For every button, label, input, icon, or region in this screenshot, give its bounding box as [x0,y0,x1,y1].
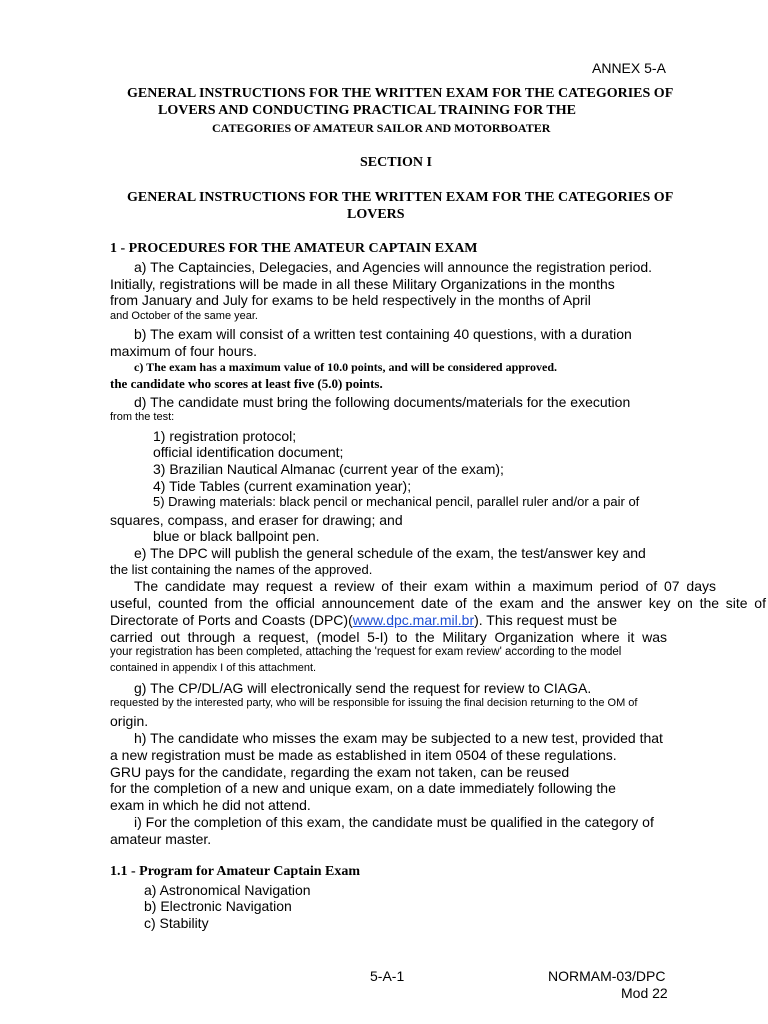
section-heading-line-2: LOVERS [347,207,405,222]
list-item-5-line-1: 5) Drawing materials: black pencil or mechanical pencil, parallel ruler and/or a pair of [153,494,640,509]
program-item-3: c) Stability [144,915,209,931]
para-g-line-2: requested by the interested party, who will be responsible for issuing the final decision returning to the OM of [110,697,638,709]
section-heading-line-1: GENERAL INSTRUCTIONS FOR THE WRITTEN EXAM FOR THE CATEGORIES OF [127,190,674,205]
para-a-line-3: from January and July for exams to be held respectively in the months of April [110,292,591,308]
para-d-line-1: d) The candidate must bring the following documents/materials for the execution [134,394,631,410]
para-f-line-5: your registration has been completed, attaching the 'request for exam review' according to the model [110,646,622,658]
para-f-line-1: The candidate may request a review of their exam within a maximum period of 07 days [134,578,716,594]
para-i-line-2: amateur master. [110,831,212,847]
dpc-website-link[interactable]: www.dpc.mar.mil.br [352,612,475,628]
section-label: SECTION I [360,155,432,170]
para-a-line-1: a) The Captaincies, Delegacies, and Agencies will announce the registration period. [134,259,653,275]
doc-reference: NORMAM-03/DPC [548,968,666,984]
page-number: 5-A-1 [370,968,405,984]
list-item-1: 1) registration protocol; [153,428,297,444]
para-i-line-1: i) For the completion of this exam, the candidate must be qualified in the category of [134,814,654,830]
program-item-1: a) Astronomical Navigation [144,882,311,898]
para-f-line-3-start: Directorate of Ports and Coasts (DPC)( [110,612,353,628]
list-item-5-line-2: squares, compass, and eraser for drawing; and [110,512,403,528]
title-line-1: GENERAL INSTRUCTIONS FOR THE WRITTEN EXAM FOR THE CATEGORIES OF [127,86,674,101]
title-line-3: CATEGORIES OF AMATEUR SAILOR AND MOTORBOATER [212,121,551,135]
para-c-line-2: the candidate who scores at least five (5.0) points. [110,376,383,391]
para-b-line-1: b) The exam will consist of a written test containing 40 questions, with a duration [134,326,632,342]
list-item-2: official identification document; [153,444,344,460]
doc-modification: Mod 22 [621,985,668,1001]
annex-label: ANNEX 5-A [592,60,666,76]
para-a-line-4: and October of the same year. [110,310,258,322]
para-g-line-1: g) The CP/DL/AG will electronically send the request for review to CIAGA. [134,680,592,696]
para-e-line-2: the list containing the names of the approved. [110,562,373,577]
para-h-line-2: a new registration must be made as established in item 0504 of these regulations. [110,747,617,763]
para-h-line-4: for the completion of a new and unique exam, on a date immediately following the [110,780,616,796]
para-f-line-4: carried out through a request, (model 5-I) to the Military Organization where it was [110,629,667,645]
para-f-line-3 [110,612,617,629]
para-f-line-6: contained in appendix I of this attachment. [110,662,317,674]
list-item-5-line-3: blue or black ballpoint pen. [153,528,320,544]
list-item-4: 4) Tide Tables (current examination year); [153,478,412,494]
para-e-line-1: e) The DPC will publish the general schedule of the exam, the test/answer key and [134,545,646,561]
para-a-line-2: Initially, registrations will be made in all these Military Organizations in the months [110,276,615,292]
program-item-2: b) Electronic Navigation [144,898,292,914]
para-b-line-2: maximum of four hours. [110,343,258,359]
list-item-3: 3) Brazilian Nautical Almanac (current year of the exam); [153,461,504,477]
title-line-2: LOVERS AND CONDUCTING PRACTICAL TRAINING FOR THE [158,103,576,118]
program-heading: 1.1 - Program for Amateur Captain Exam [110,864,361,879]
para-f-line-3-end: ). This request must be [474,612,618,628]
procedures-heading: 1 - PROCEDURES FOR THE AMATEUR CAPTAIN EXAM [110,241,478,256]
para-f-line-2: useful, counted from the official announcement date of the exam and the answer key on the site of [110,595,766,611]
para-c-line-1: c) The exam has a maximum value of 10.0 points, and will be considered approved. [134,360,558,374]
para-g-line-3: origin. [110,713,149,729]
para-h-line-3: GRU pays for the candidate, regarding the exam not taken, can be reused [110,764,570,780]
para-h-line-5: exam in which he did not attend. [110,797,311,813]
para-h-line-1: h) The candidate who misses the exam may be subjected to a new test, provided that [134,730,663,746]
para-d-line-2: from the test: [110,411,175,423]
